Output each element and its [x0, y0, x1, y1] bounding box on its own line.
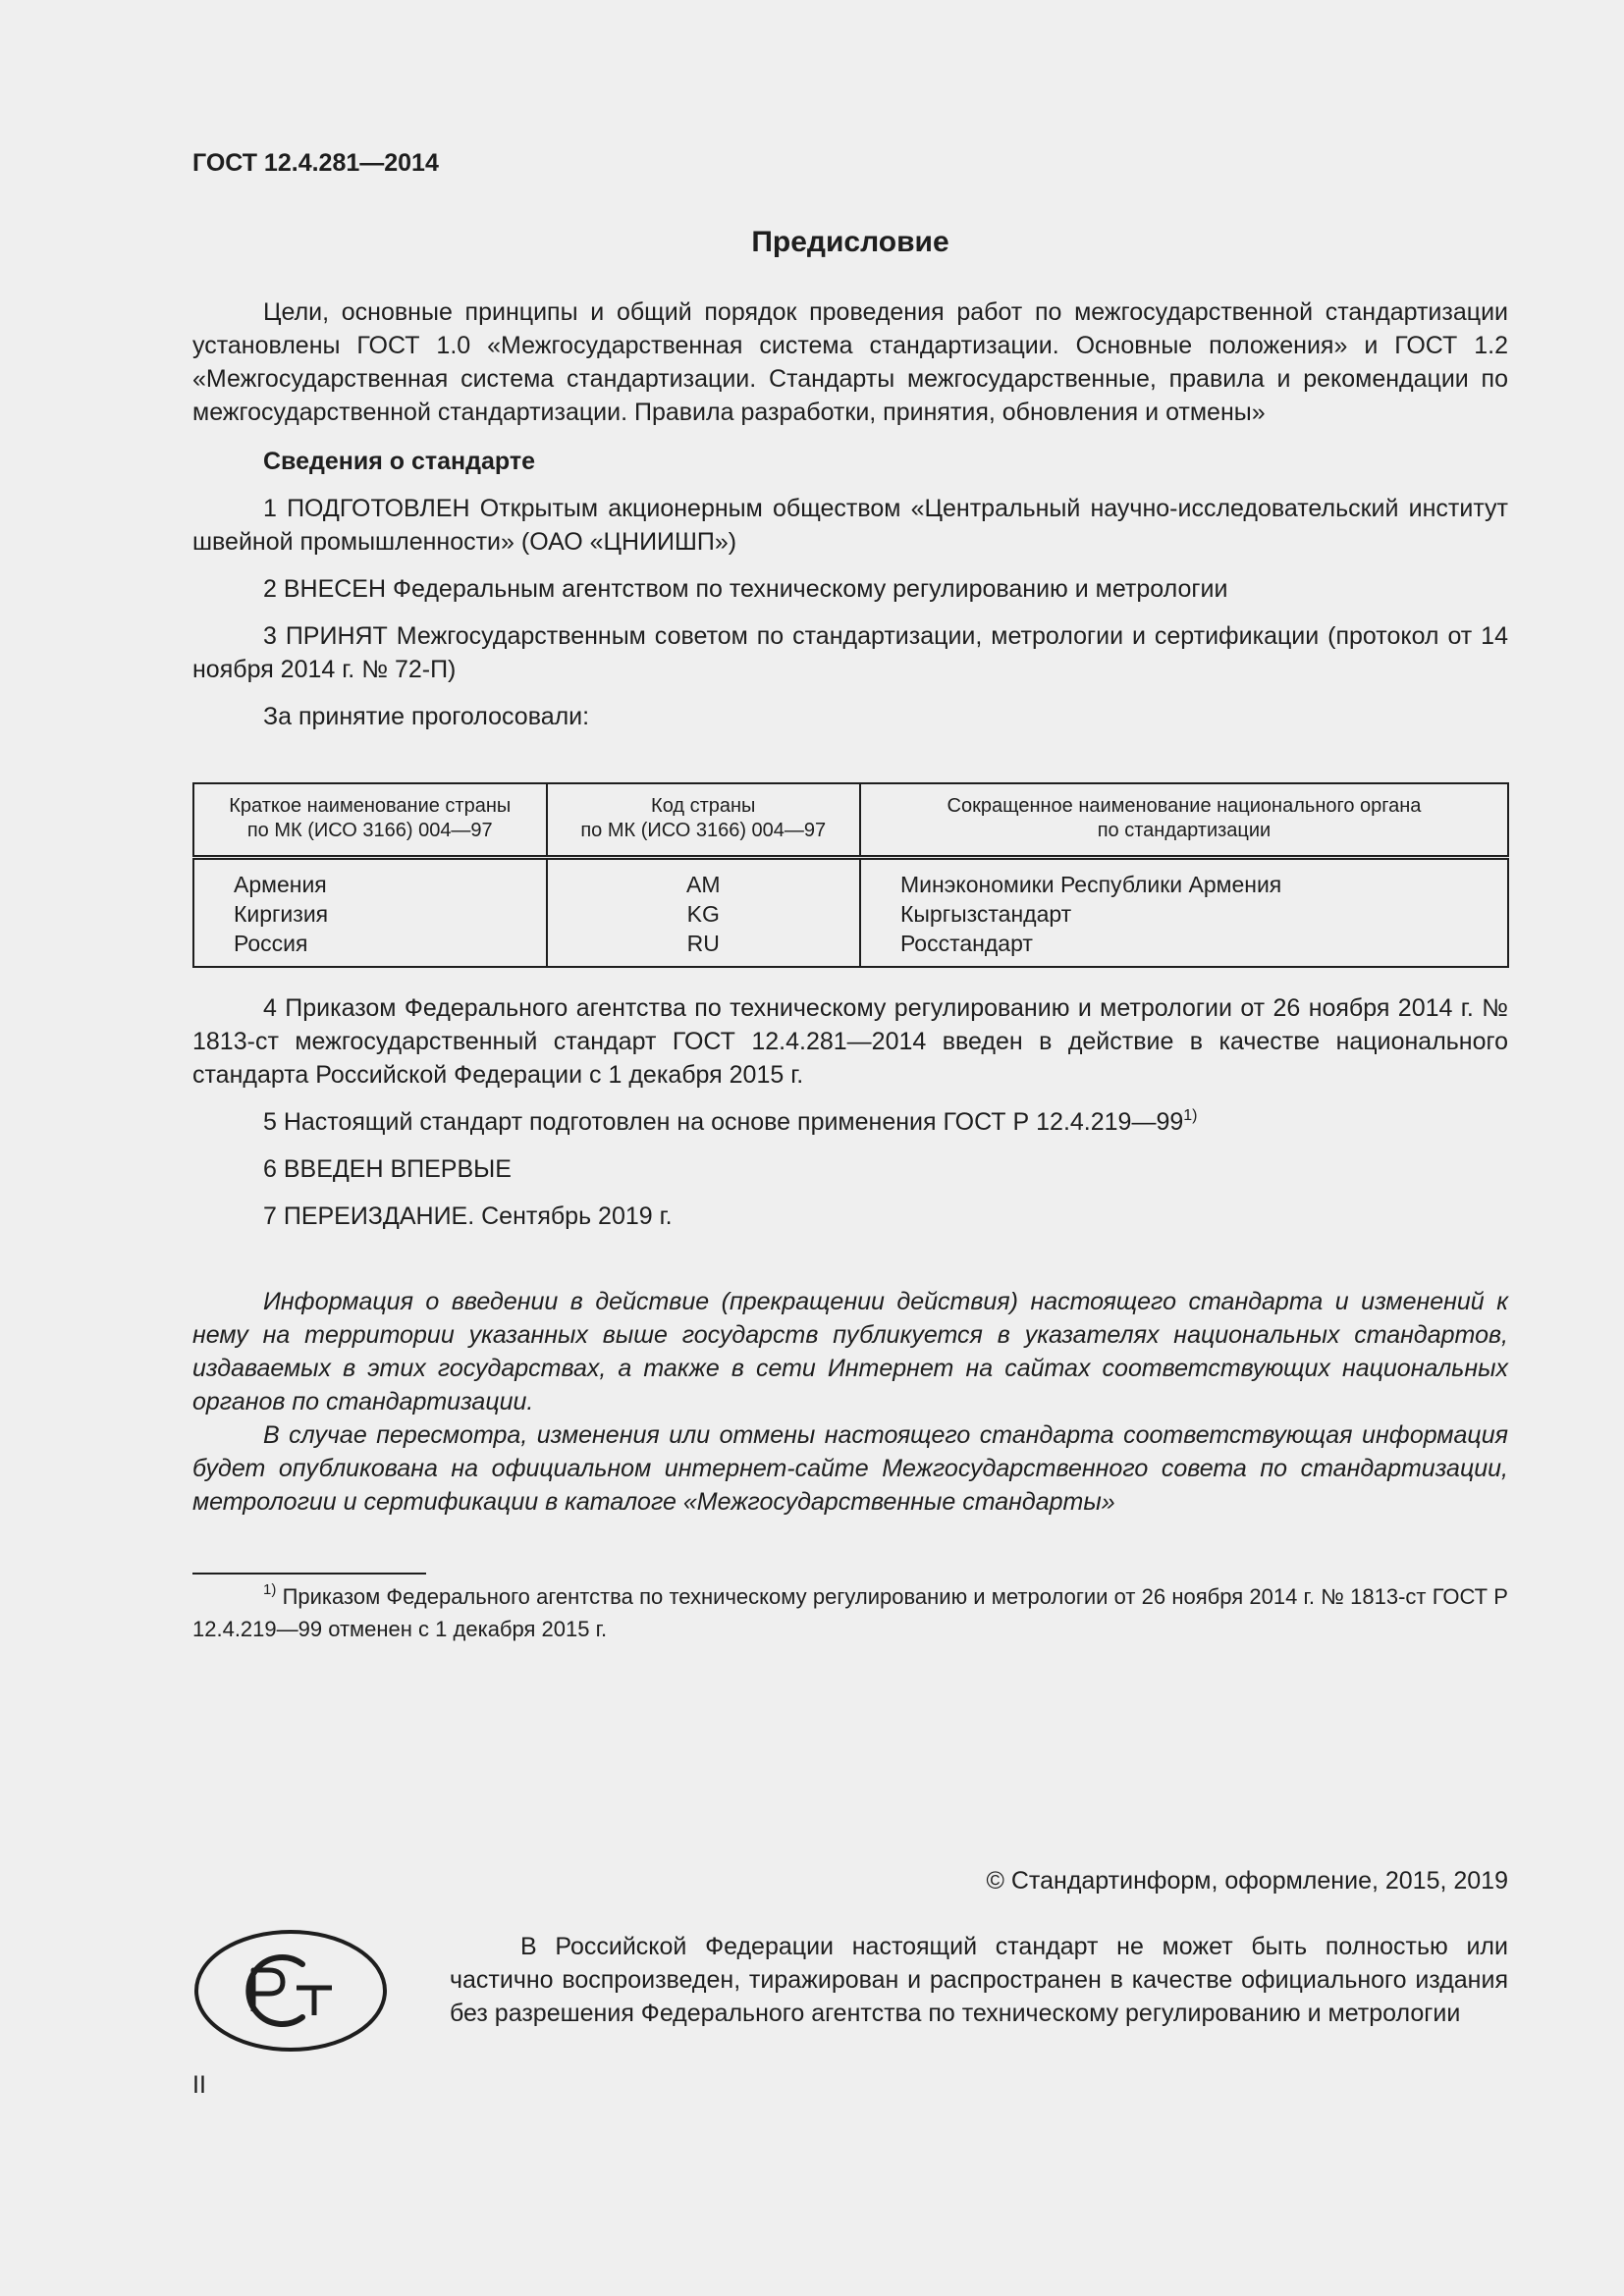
- rst-certification-logo-icon: [192, 1929, 389, 2053]
- reproduction-notice: В Российской Федерации настоящий стандарт не может быть полностью или частично воспроизведен, тиражирован и распространен в качестве официального издания без разрешения Федерального агентства по техническому регулированию и метрологии: [450, 1933, 1508, 2027]
- item-3: 3 ПРИНЯТ Межгосударственным советом по стандартизации, метрологии и сертификации (протокол от 14 ноября 2014 г. № 72-П): [192, 622, 1508, 683]
- table-row: [193, 929, 1508, 967]
- table-header-row: [193, 783, 1508, 858]
- foreword-body: [192, 295, 1508, 733]
- body-cell: Минэкономики Республики Армения: [860, 858, 1508, 900]
- info-heading: Сведения о стандарте: [263, 448, 536, 475]
- column-header-code: Код страны по МК (ИСО 3166) 004—97: [547, 783, 860, 858]
- item-1: 1 ПОДГОТОВЛЕН Открытым акционерным обществом «Центральный научно-исследовательский институт швейной промышленности» (ОАО «ЦНИИШП»): [192, 495, 1508, 556]
- country-cell: Киргизия: [193, 899, 547, 929]
- item-6: 6 ВВЕДЕН ВПЕРВЫЕ: [263, 1155, 512, 1183]
- item-2: 2 ВНЕСЕН Федеральным агентством по техническому регулированию и метрологии: [263, 575, 1228, 603]
- voting-table: [192, 782, 1509, 968]
- code-cell: AM: [547, 858, 860, 900]
- votes-label: За принятие проголосовали:: [263, 703, 590, 730]
- code-cell: KG: [547, 899, 860, 929]
- column-header-country: Краткое наименование страны по МК (ИСО 3166) 004—97: [193, 783, 547, 858]
- notice-revision: В случае пересмотра, изменения или отмены настоящего стандарта соответствующая информация будет опубликована на официальном интернет-сайте Межгосударственного совета по стандартизации, метрологии и сертификации в каталоге «Межгосударственные стандарты»: [192, 1421, 1508, 1516]
- item-5: 5 Настоящий стандарт подготовлен на основе применения ГОСТ Р 12.4.219—99$^{1)}$: [263, 1107, 1198, 1136]
- intro-paragraph: Цели, основные принципы и общий порядок проведения работ по межгосударственной стандартизации установлены ГОСТ 1.0 «Межгосударственная система стандартизации. Основные положения» и ГОСТ 1.2 «Межгосударственная система стандартизации. Стандарты межгосударственные, правила и рекомендации по межгосударственной стандартизации. Правила разработки, принятия, обновления и отмены»: [192, 298, 1508, 426]
- item-7: 7 ПЕРЕИЗДАНИЕ. Сентябрь 2019 г.: [263, 1202, 673, 1230]
- country-cell: Армения: [193, 858, 547, 900]
- footnote-mark: 1): [263, 1581, 277, 1598]
- footnote-separator: [192, 1573, 426, 1575]
- footnote-text: Приказом Федерального агентства по техническому регулированию и метрологии от 26 ноября 2014 г. № 1813-ст ГОСТ Р 12.4.219—99 отменен с 1 декабря 2015 г.: [192, 1584, 1508, 1641]
- page-title: Предисловие: [751, 226, 949, 258]
- foreword-items-continued: [192, 991, 1508, 1233]
- body-cell: Росстандарт: [860, 929, 1508, 967]
- document-code: ГОСТ 12.4.281—2014: [192, 149, 439, 177]
- publication-notes: [192, 1285, 1508, 1519]
- page-number: II: [192, 2071, 206, 2099]
- column-header-body: Сокращенное наименование национального органа по стандартизации: [860, 783, 1508, 858]
- copyright-line: © Стандартинформ, оформление, 2015, 2019: [986, 1867, 1508, 1895]
- code-cell: RU: [547, 929, 860, 967]
- footnote-reference[interactable]: 1): [1183, 1107, 1198, 1124]
- table-row: [193, 899, 1508, 929]
- item-4: 4 Приказом Федерального агентства по техническому регулированию и метрологии от 26 ноября 2014 г. № 1813-ст межгосударственный стандарт ГОСТ 12.4.281—2014 введен в действие в качестве национального стандарта Российской Федерации с 1 декабря 2015 г.: [192, 994, 1508, 1089]
- body-cell: Кыргызстандарт: [860, 899, 1508, 929]
- table-row: [193, 858, 1508, 900]
- notice-introduction: Информация о введении в действие (прекращении действия) настоящего стандарта и изменений к нему на территории указанных выше государств публикуется в указателях национальных стандартов, издаваемых в этих государствах, а также в сети Интернет на сайтах соответствующих национальных органов по стандартизации.: [192, 1288, 1508, 1415]
- footnote: [192, 1580, 1508, 1645]
- country-cell: Россия: [193, 929, 547, 967]
